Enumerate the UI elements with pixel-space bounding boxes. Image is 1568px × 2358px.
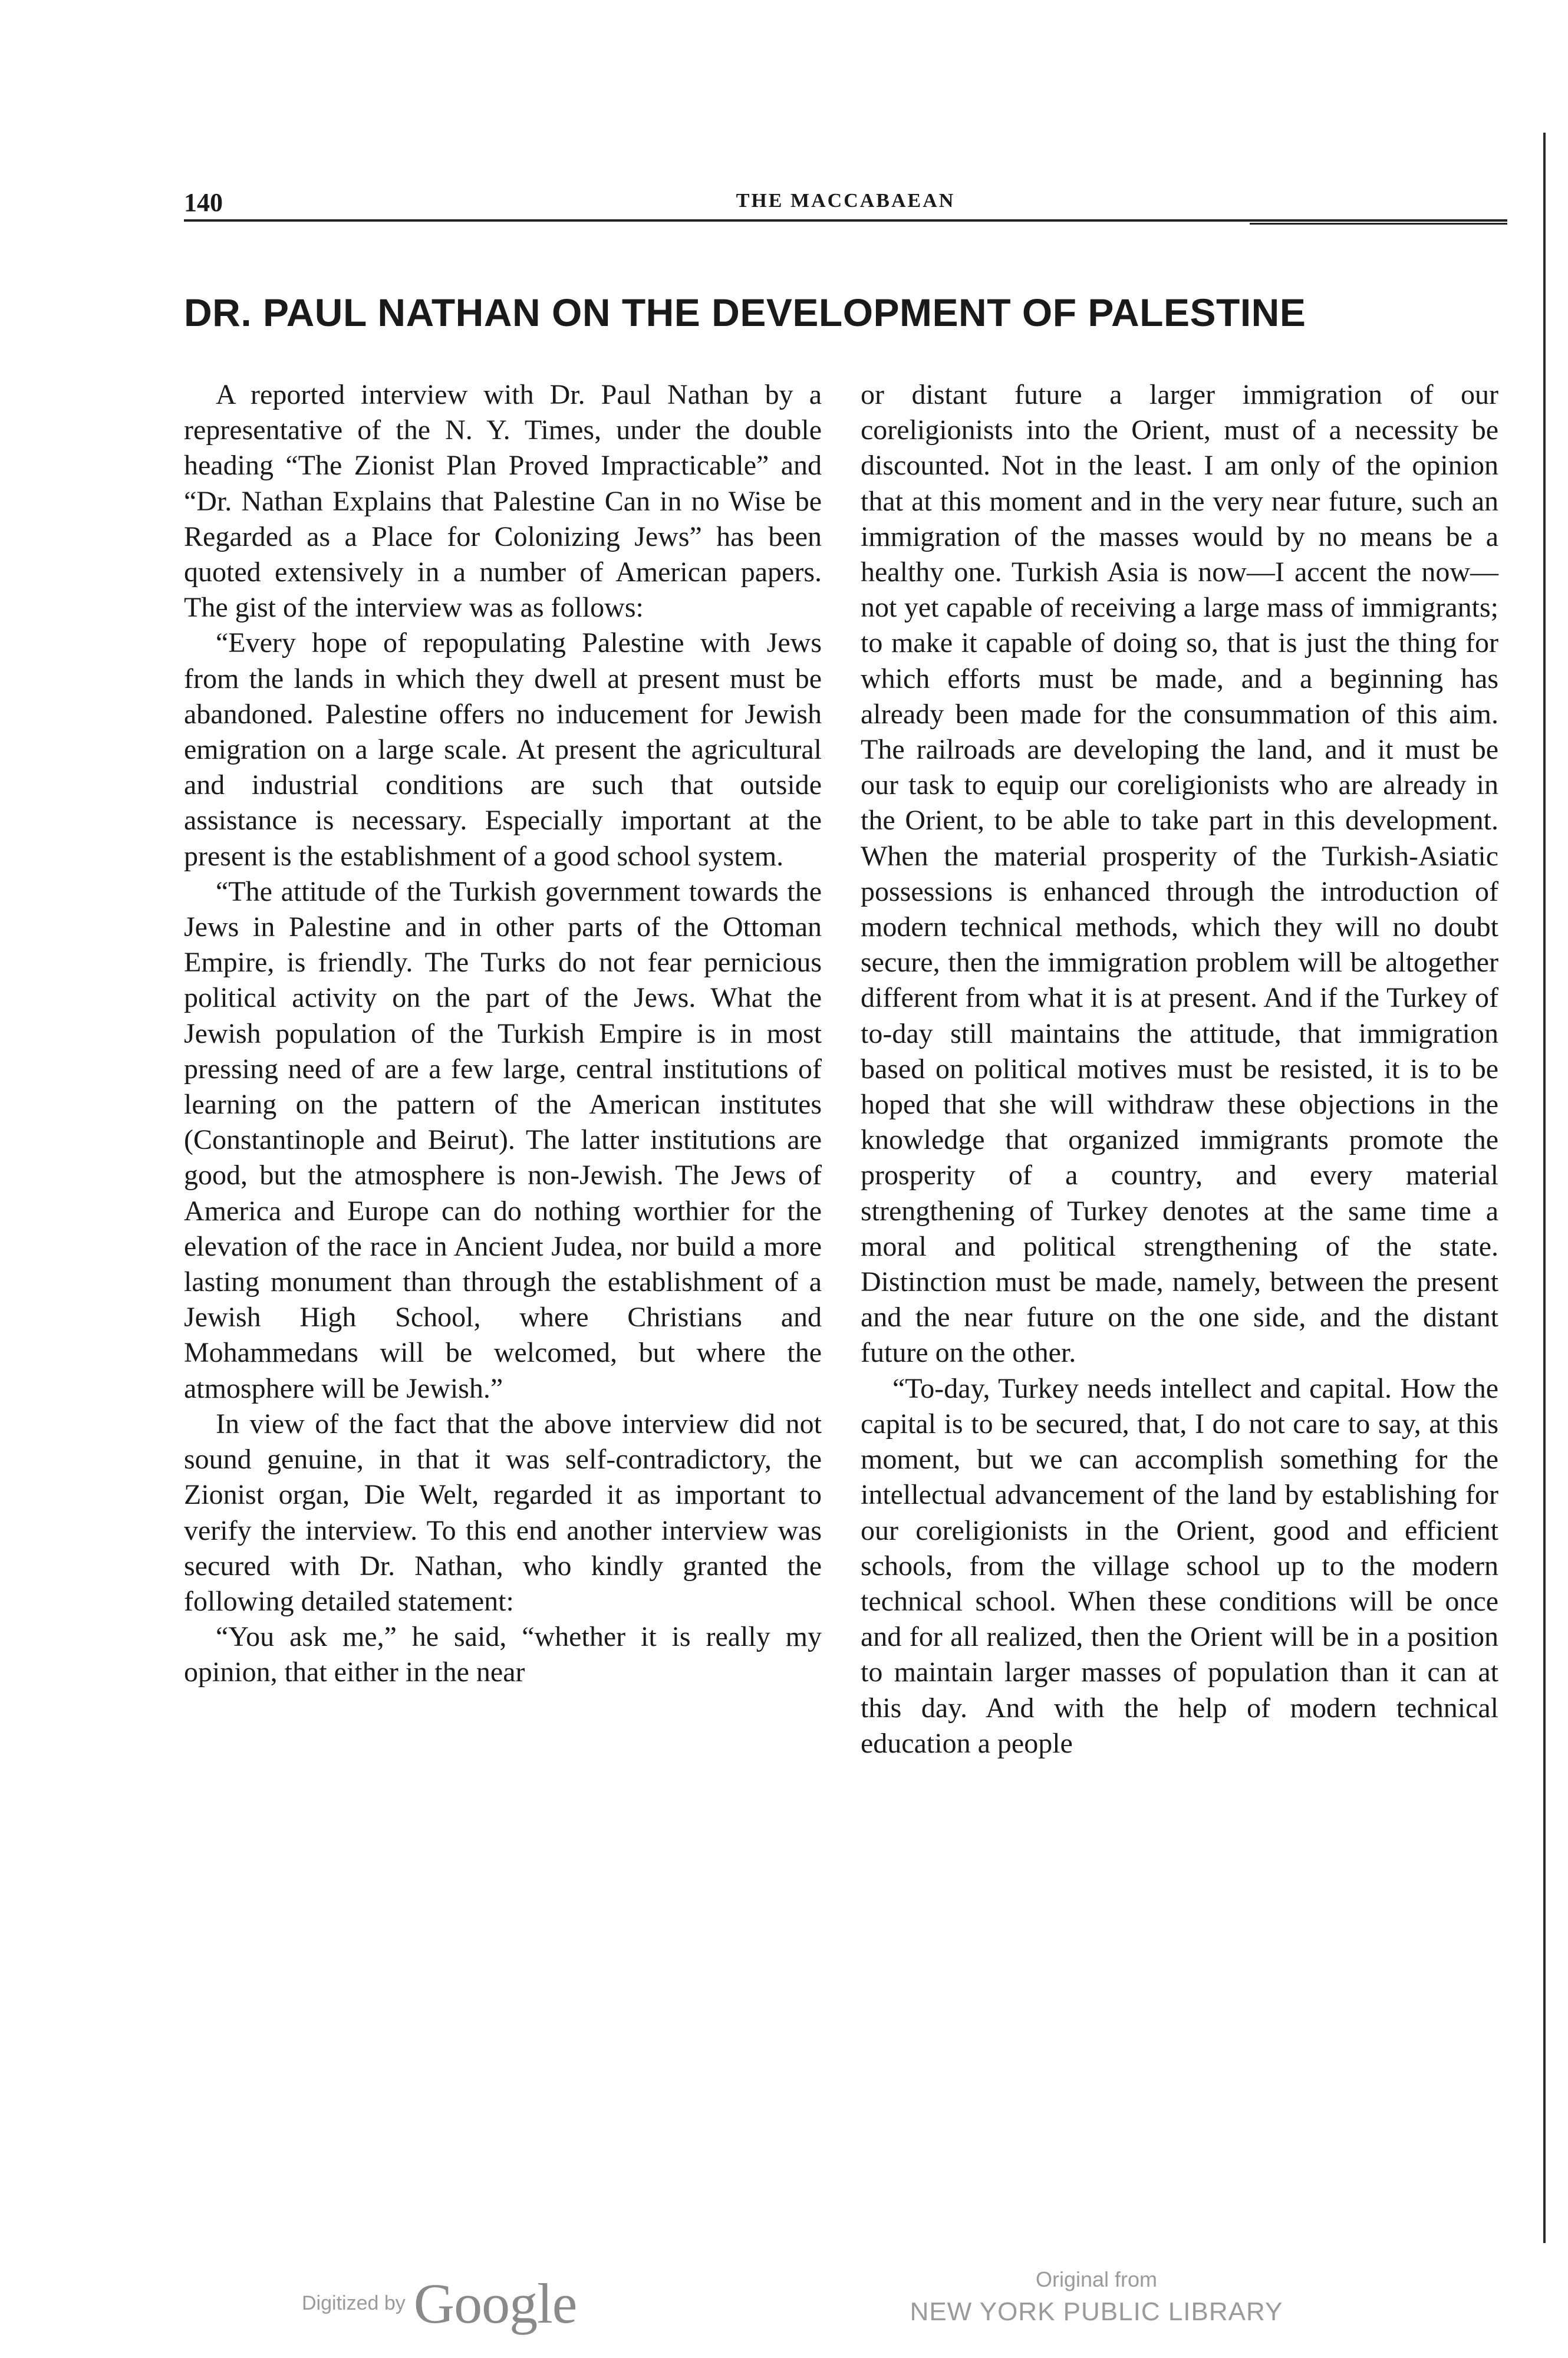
left-column	[184, 377, 822, 1691]
running-head: THE MACCABAEAN	[736, 190, 956, 212]
article-title: DR. PAUL NATHAN ON THE DEVELOPMENT OF PALESTINE	[184, 291, 1306, 334]
digitized-by-label: Digitized by	[302, 2291, 406, 2314]
paragraph: In view of the fact that the above interview did not sound genuine, in that it was self-contradictory, the Zionist organ, Die Welt, regarded it as important to verify the interview. To this end another interview was secured with Dr. Nathan, who kindly granted the following detailed statement:	[184, 1408, 822, 1617]
original-source-watermark	[908, 2265, 1285, 2330]
original-from-label: Original from	[1035, 2267, 1158, 2291]
header-rule-secondary	[1250, 223, 1507, 225]
right-column	[861, 377, 1498, 1761]
paragraph: A reported interview with Dr. Paul Nathan by a representative of the N. Y. Times, under the double heading “The Zionist Plan Proved Impracticable” and “Dr. Nathan Explains that Palestine Can in no Wise be Regarded as a Place for Colonizing Jews” has been quoted extensively in a number of American papers. The gist of the interview was as follows:	[184, 379, 822, 624]
paragraph: “The attitude of the Turkish government towards the Jews in Palestine and in other parts of the Ottoman Empire, is friendly. The Turks do not fear pernicious political activity on the part of the Jews. What the Jewish population of the Turkish Empire is in most pressing need of are a few large, central institutions of learning on the pattern of the American institutes (Constantinople and Beirut). The latter institutions are good, but the atmosphere is non-Jewish. The Jews of America and Europe can do nothing worthier for the elevation of the race in Ancient Judea, nor build a more lasting monument than through the establishment of a Jewish High School, where Christians and Mohammedans will be welcomed, but where the atmosphere will be Jewish.”	[184, 875, 822, 1404]
page-edge-rule	[1543, 133, 1546, 2243]
page-number: 140	[184, 188, 223, 217]
paragraph: “You ask me,” he said, “whether it is really my opinion, that either in the near	[184, 1621, 822, 1688]
google-logo: Google	[413, 2271, 577, 2335]
header-rule	[184, 219, 1507, 222]
digitized-by-watermark	[302, 2271, 577, 2335]
paragraph: “Every hope of repopulating Palestine with Jews from the lands in which they dwell at present must be abandoned. Palestine offers no inducement for Jewish emigration on a large scale. At present the agricultural and industrial conditions are such that outside assistance is necessary. Especially important at the present is the establishment of a good school system.	[184, 627, 822, 872]
paragraph-continued: or distant future a larger immigration of our coreligionists into the Orient, must of a necessity be discounted. Not in the least. I am only of the opinion that at this moment and in the very near future, such an immigration of the masses would by no means be a healthy one. Turkish Asia is now—I accent the now—not yet capable of receiving a large mass of immigrants; to make it capable of doing so, that is just the thing for which efforts must be made, and a beginning has already been made for the consummation of this aim. The railroads are developing the land, and it must be our task to equip our coreligionists who are already in the Orient, to be able to take part in this development. When the material prosperity of the Turkish-Asiatic possessions is enhanced through the introduction of modern technical methods, which they will no doubt secure, then the immigration problem will be altogether different from what it is at present. And if the Turkey of to-day still maintains the attitude, that immigration based on political motives must be resisted, it is to be hoped that she will withdraw these objections in the knowledge that organized immigrants promote the prosperity of a country, and every material strengthening of Turkey denotes at the same time a moral and political strengthening of the state. Distinction must be made, namely, between the present and the near future on the one side, and the distant future on the other.	[861, 379, 1498, 1369]
paragraph: “To-day, Turkey needs intellect and capital. How the capital is to be secured, that, I do not care to say, at this moment, but we can accomplish something for the intellectual advancement of the land by establishing for our coreligionists in the Orient, good and efficient schools, from the village school up to the modern technical school. When these conditions will be once and for all realized, then the Orient will be in a position to maintain larger masses of population than it can at this day. And with the help of modern technical education a people	[861, 1372, 1498, 1759]
page-header	[184, 187, 1507, 217]
library-name: NEW YORK PUBLIC LIBRARY	[910, 2297, 1283, 2326]
